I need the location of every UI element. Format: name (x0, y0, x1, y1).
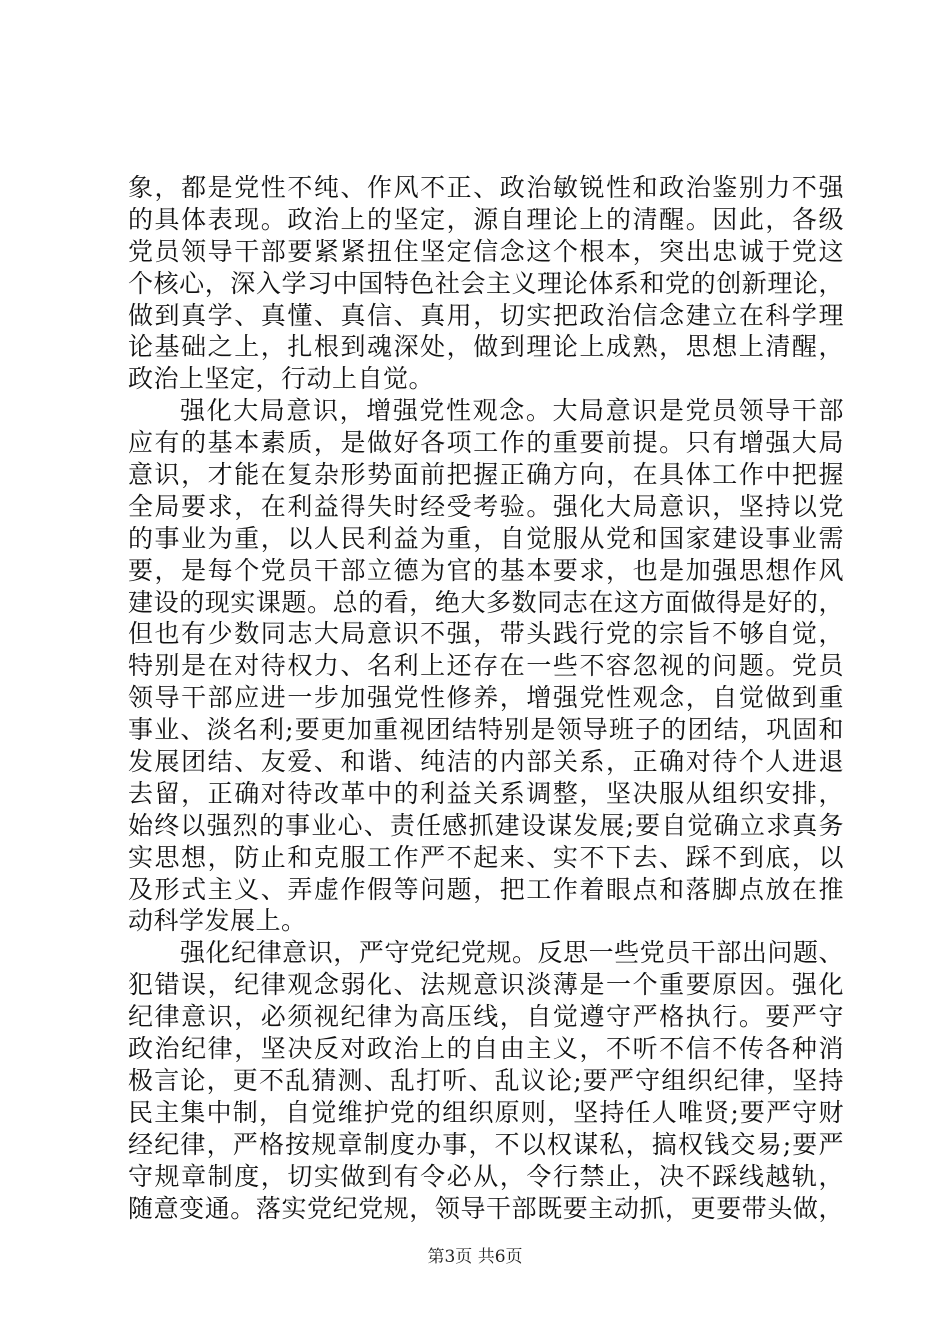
text-line: 做到真学、真懂、真信、真用，切实把政治信念建立在科学理 (128, 300, 844, 330)
text-line: 强化大局意识，增强党性观念。大局意识是党员领导干部 (180, 396, 844, 426)
text-line: 的具体表现。政治上的坚定，源自理论上的清醒。因此，各级 (128, 204, 844, 234)
text-line: 事业、淡名利;要更加重视团结特别是领导班子的团结，巩固和 (128, 715, 844, 745)
text-line: 经纪律，严格按规章制度办事，不以权谋私，搞权钱交易;要严 (128, 1129, 844, 1159)
body-text (128, 172, 844, 1224)
text-line: 动科学发展上。 (128, 906, 307, 936)
text-line: 要，是每个党员干部立德为官的基本要求，也是加强思想作风 (128, 555, 844, 585)
text-line: 特别是在对待权力、名利上还存在一些不容忽视的问题。党员 (128, 651, 844, 681)
text-line: 但也有少数同志大局意识不强，带头践行党的宗旨不够自觉， (128, 619, 844, 649)
text-line: 全局要求，在利益得失时经受考验。强化大局意识，坚持以党 (128, 491, 844, 521)
text-line: 民主集中制，自觉维护党的组织原则，坚持任人唯贤;要严守财 (128, 1097, 844, 1127)
text-line: 政治纪律，坚决反对政治上的自由主义，不听不信不传各种消 (128, 1034, 844, 1064)
text-line: 犯错误，纪律观念弱化、法规意识淡薄是一个重要原因。强化 (128, 970, 844, 1000)
text-line: 实思想，防止和克服工作严不起来、实不下去、踩不到底，以 (128, 842, 844, 872)
text-line: 应有的基本素质，是做好各项工作的重要前提。只有增强大局 (128, 428, 844, 458)
text-line: 意识，才能在复杂形势面前把握正确方向，在具体工作中把握 (128, 460, 844, 490)
text-line: 象，都是党性不纯、作风不正、政治敏锐性和政治鉴别力不强 (128, 173, 844, 202)
text-line: 建设的现实课题。总的看，绝大多数同志在这方面做得是好的， (128, 587, 844, 617)
text-line: 个核心，深入学习中国特色社会主义理论体系和党的创新理论， (128, 268, 844, 298)
text-line: 极言论，更不乱猜测、乱打听、乱议论;要严守组织纪律，坚持 (128, 1065, 844, 1095)
page-number-label: 第3页 共6页 (427, 1247, 523, 1267)
text-line: 领导干部应进一步加强党性修养，增强党性观念，自觉做到重 (128, 683, 844, 713)
text-line: 及形式主义、弄虚作假等问题，把工作着眼点和落脚点放在推 (128, 874, 844, 904)
text-line: 始终以强烈的事业心、责任感抓建设谋发展;要自觉确立求真务 (128, 810, 844, 840)
text-line: 去留，正确对待改革中的利益关系调整，坚决服从组织安排， (128, 778, 844, 808)
text-line: 发展团结、友爱、和谐、纯洁的内部关系，正确对待个人进退 (128, 747, 844, 777)
text-line: 强化纪律意识，严守党纪党规。反思一些党员干部出问题、 (180, 938, 844, 968)
text-line: 的事业为重，以人民利益为重，自觉服从党和国家建设事业需 (128, 523, 844, 553)
page-footer (0, 1242, 950, 1267)
text-line: 随意变通。落实党纪党规，领导干部既要主动抓，更要带头做， (128, 1193, 844, 1223)
text-line: 政治上坚定，行动上自觉。 (128, 364, 435, 394)
text-line: 守规章制度，切实做到有令必从，令行禁止，决不踩线越轨， (128, 1161, 844, 1191)
text-line: 纪律意识，必须视纪律为高压线，自觉遵守严格执行。要严守 (128, 1002, 844, 1032)
text-line: 论基础之上，扎根到魂深处，做到理论上成熟，思想上清醒， (128, 332, 844, 362)
text-line: 党员领导干部要紧紧扭住坚定信念这个根本，突出忠诚于党这 (128, 236, 844, 266)
